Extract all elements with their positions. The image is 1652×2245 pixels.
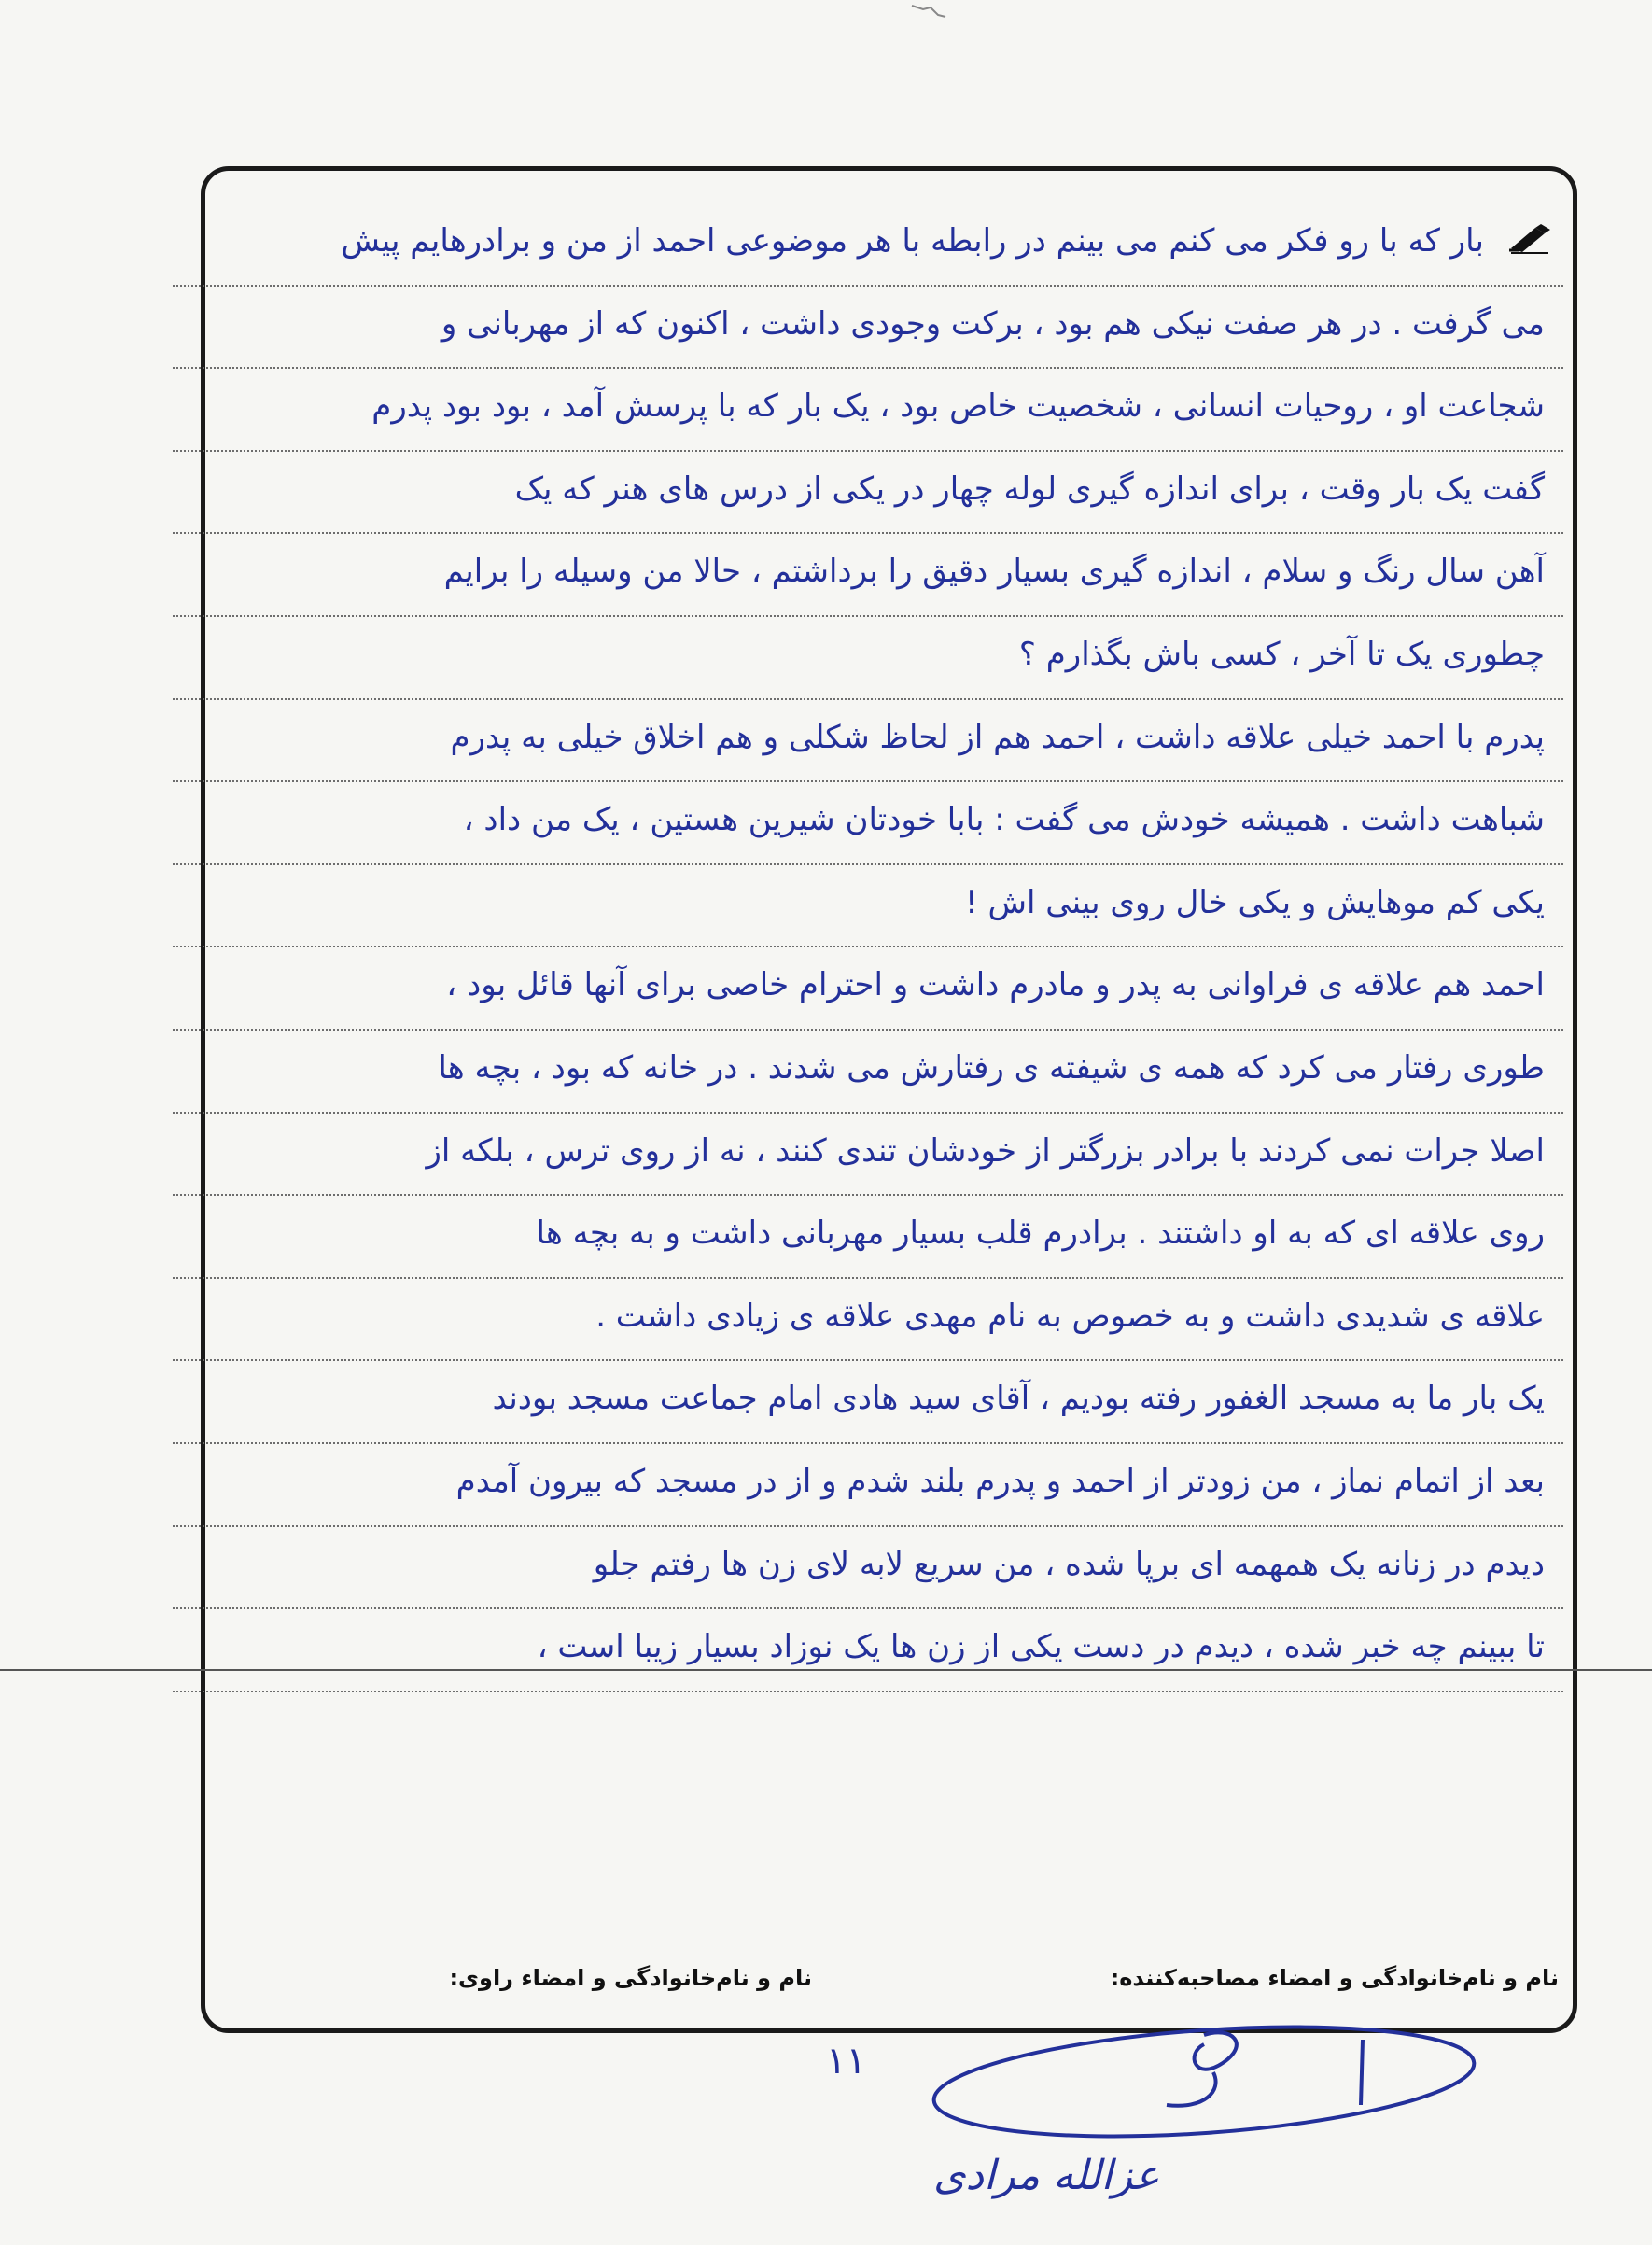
interviewer-signature-label: نام و نام‌خانوادگی و امضاء مصاحبه‌کننده: — [1110, 1965, 1559, 1991]
fold-line — [0, 1669, 1652, 1671]
body-line: روی علاقه ای که به او داشتند . برادرم قلب بسیار مهربانی داشت و به بچه ها — [173, 1196, 1563, 1279]
body-line: اصلا جرات نمی کردند با برادر بزرگتر از خودشان تندی کنند ، نه از روی ترس ، بلکه از — [173, 1114, 1563, 1197]
body-line: شباهت داشت . همیشه خودش می گفت : بابا خودتان شیرین هستین ، یک من داد ، — [173, 782, 1563, 865]
scan-speck-mark — [910, 2, 947, 21]
body-line: بعد از اتمام نماز ، من زودتر از احمد و پدرم بلند شدم و از در مسجد که بیرون آمدم — [173, 1444, 1563, 1527]
signature-footer — [215, 1965, 1559, 2012]
page-number: ۱۱ — [826, 2040, 866, 2083]
body-line: احمد هم علاقه ی فراوانی به پدر و مادرم داشت و احترام خاصی برای آنها قائل بود ، — [173, 947, 1563, 1031]
body-line: بار که با رو فکر می کنم می بینم در رابطه با هر موضوعی احمد از من و برادرهایم پیش — [173, 203, 1563, 287]
signature-name: عزالله مرادی — [933, 2152, 1160, 2199]
body-line: چطوری یک تا آخر ، کسی باش بگذارم ؟ — [173, 617, 1563, 700]
body-line: شجاعت او ، روحیات انسانی ، شخصیت خاص بود ، یک بار که با پرسش آمد ، بود بود پدرم — [173, 369, 1563, 452]
body-line: یکی کم موهایش و یکی خال روی بینی اش ! — [173, 865, 1563, 948]
narrator-signature-label: نام و نام‌خانوادگی و امضاء راوی: — [449, 1965, 812, 1991]
handwritten-body — [173, 203, 1563, 1940]
handwritten-signature — [924, 2016, 1493, 2240]
body-line: یک بار ما به مسجد الغفور رفته بودیم ، آقای سید هادی امام جماعت مسجد بودند — [173, 1361, 1563, 1444]
body-line: آهن سال رنگ و سلام ، اندازه گیری بسیار دقیق را برداشتم ، حالا من وسیله را برایم — [173, 534, 1563, 617]
body-line: علاقه ی شدیدی داشت و به خصوص به نام مهدی علاقه ی زیادی داشت . — [173, 1279, 1563, 1362]
body-line: تا ببینم چه خبر شده ، دیدم در دست یکی از زن ها یک نوزاد بسیار زیبا است ، — [173, 1609, 1563, 1692]
body-line: دیدم در زنانه یک همهمه ای برپا شده ، من سریع لابه لای زن ها رفتم جلو — [173, 1527, 1563, 1610]
body-line: طوری رفتار می کرد که همه ی شیفته ی رفتارش می شدند . در خانه که بود ، بچه ها — [173, 1031, 1563, 1114]
body-line: می گرفت . در هر صفت نیکی هم بود ، برکت وجودی داشت ، اکنون که از مهربانی و — [173, 287, 1563, 370]
body-line: پدرم با احمد خیلی علاقه داشت ، احمد هم از لحاظ شکلی و هم اخلاق خیلی به پدرم — [173, 700, 1563, 783]
body-line: گفت یک بار وقت ، برای اندازه گیری لوله چهار در یکی از درس های هنر که یک — [173, 452, 1563, 535]
